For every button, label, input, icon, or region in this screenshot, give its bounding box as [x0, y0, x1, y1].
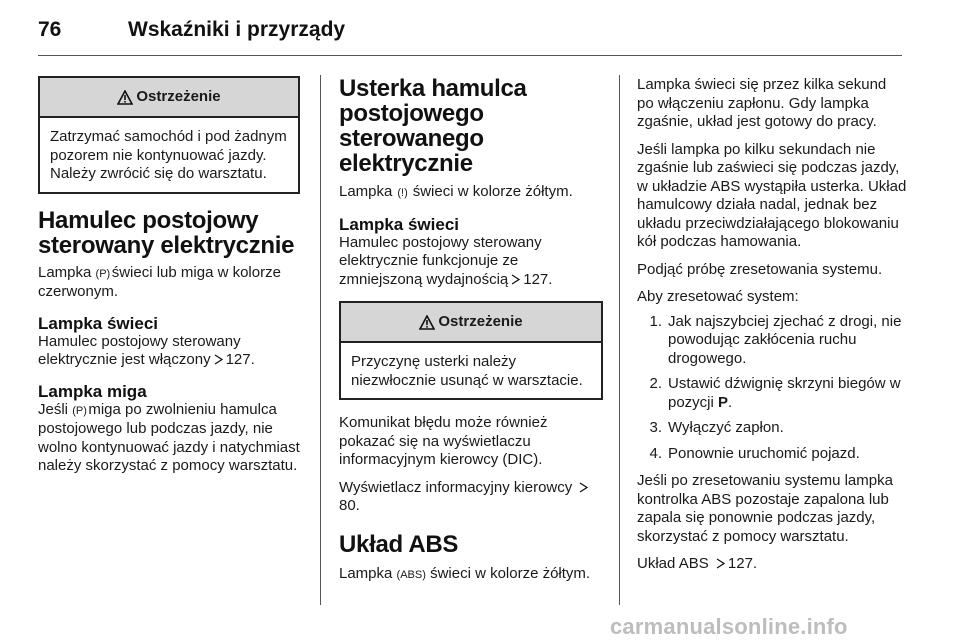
page-reference: 127.: [225, 351, 255, 368]
warning-box: [38, 76, 300, 194]
column-2: [339, 76, 603, 593]
parking-brake-icon: (P): [72, 404, 87, 417]
abs-paragraph-5: Jeśli po zresetowaniu systemu lampka kontrolka ABS pozostaje zapalona lub zapala się ponownie podczas jazdy, skorzystać z pomocy warsztatu.: [637, 472, 893, 545]
parking-brake-icon: (P): [95, 267, 111, 280]
page-reference-icon: [214, 354, 223, 365]
warning-header: [40, 78, 298, 118]
list-item: 2. Ustawić dźwignię skrzyni biegów w pozycji P.: [649, 375, 901, 411]
page-reference-icon: [579, 482, 588, 493]
gear-position: P: [718, 393, 729, 411]
lamp-on-text: Hamulec postojowy sterowany elektrycznie jest włączony 127.: [38, 332, 255, 368]
warning-text: Zatrzymać samochód i pod żadnym pozorem nie kontynuować jazdy. Należy zwrócić się do warsztatu.: [50, 128, 287, 182]
page-reference: 80.: [339, 497, 360, 514]
list-item: 4. Ponownie uruchomić pojazd.: [649, 444, 860, 462]
subheading-lamp-flashing: Lampka miga: [38, 381, 147, 401]
column-divider-1: [320, 75, 321, 605]
column-1: [38, 76, 300, 485]
dic-reference-text: Wyświetlacz informacyjny kierowcy 80.: [339, 479, 603, 516]
warning-triangle-icon: [117, 90, 133, 105]
section-heading-abs: Układ ABS: [339, 530, 459, 558]
warning-text: Przyczynę usterki należy niezwłocznie usunąć w warsztacie.: [351, 353, 583, 389]
abs-paragraph-3: Podjąć próbę zresetowania systemu.: [637, 260, 883, 278]
page-reference: 127.: [523, 270, 553, 288]
fault-lamp-on-text: Hamulec postojowy sterowany elektrycznie funkcjonuje ze zmniejszoną wydajnością 127.: [339, 233, 553, 288]
subheading-lamp-on: Lampka świeci: [339, 214, 460, 234]
parking-brake-intro: Lampka (P) świeci lub miga w kolorze czerwonym.: [38, 263, 281, 300]
page-reference: 127.: [727, 555, 758, 572]
abs-paragraph-2: Jeśli lampka po kilku sekundach nie zgaśnie lub zaświeci się podczas jazdy, w układzie ABS wystąpiła usterka. Układ hamulcowy działa nadal, jednak bez układu przeciwdziałającego blokowaniu kół podczas hamowania.: [637, 140, 907, 250]
abs-paragraph-1: Lampka świeci się przez kilka sekund po włączeniu zapłonu. Gdy lampka zgaśnie, układ jest gotowy do pracy.: [637, 76, 887, 130]
abs-paragraph-4: Aby zresetować system:: [637, 288, 799, 305]
page-title: Wskaźniki i przyrządy: [128, 18, 346, 41]
list-item: 1. Jak najszybciej zjechać z drogi, nie powodując zakłócenia ruchu drogowego.: [649, 312, 902, 367]
dic-message-text: Komunikat błędu może również pokazać się na wyświetlaczu informacyjnym kierowcy (DIC).: [339, 414, 548, 468]
warning-triangle-icon: [419, 315, 435, 330]
page-number: 76: [38, 18, 62, 41]
subheading-lamp-on: Lampka świeci: [38, 313, 159, 333]
section-heading-parking-brake: Hamulec postojowy sterowany elektrycznie: [38, 206, 295, 259]
abs-intro: Lampka (ABS) świeci w kolorze żółtym.: [339, 565, 603, 585]
page-reference-icon: [716, 558, 725, 569]
list-item: 3. Wyłączyć zapłon.: [649, 419, 784, 436]
reset-steps-list: [637, 313, 907, 464]
abs-reference-text: Układ ABS 127.: [637, 555, 758, 572]
abs-icon: (ABS): [396, 568, 426, 581]
column-3: [637, 76, 907, 583]
lamp-flashing-text: Jeśli (P) miga po zwolnieniu hamulca postojowego lub podczas jazdy, nie wolno kontynuować jazdy i natychmiast należy skorzystać z pomocy warsztatu.: [38, 400, 300, 474]
brake-fault-intro: Lampka (!) świeci w kolorze żółtym.: [339, 183, 603, 203]
page-reference-icon: [511, 274, 520, 285]
warning-box: [339, 301, 603, 400]
watermark: carmanualsonline.info: [610, 614, 848, 639]
warning-header: [341, 303, 601, 343]
section-heading-brake-fault: Usterka hamulca postojowego sterowanego elektrycznie: [339, 75, 527, 177]
brake-fault-icon: (!): [397, 187, 408, 199]
warning-title: Ostrzeżenie: [136, 87, 221, 105]
header-divider: [38, 55, 902, 56]
warning-title: Ostrzeżenie: [438, 312, 523, 330]
column-divider-2: [619, 75, 620, 605]
